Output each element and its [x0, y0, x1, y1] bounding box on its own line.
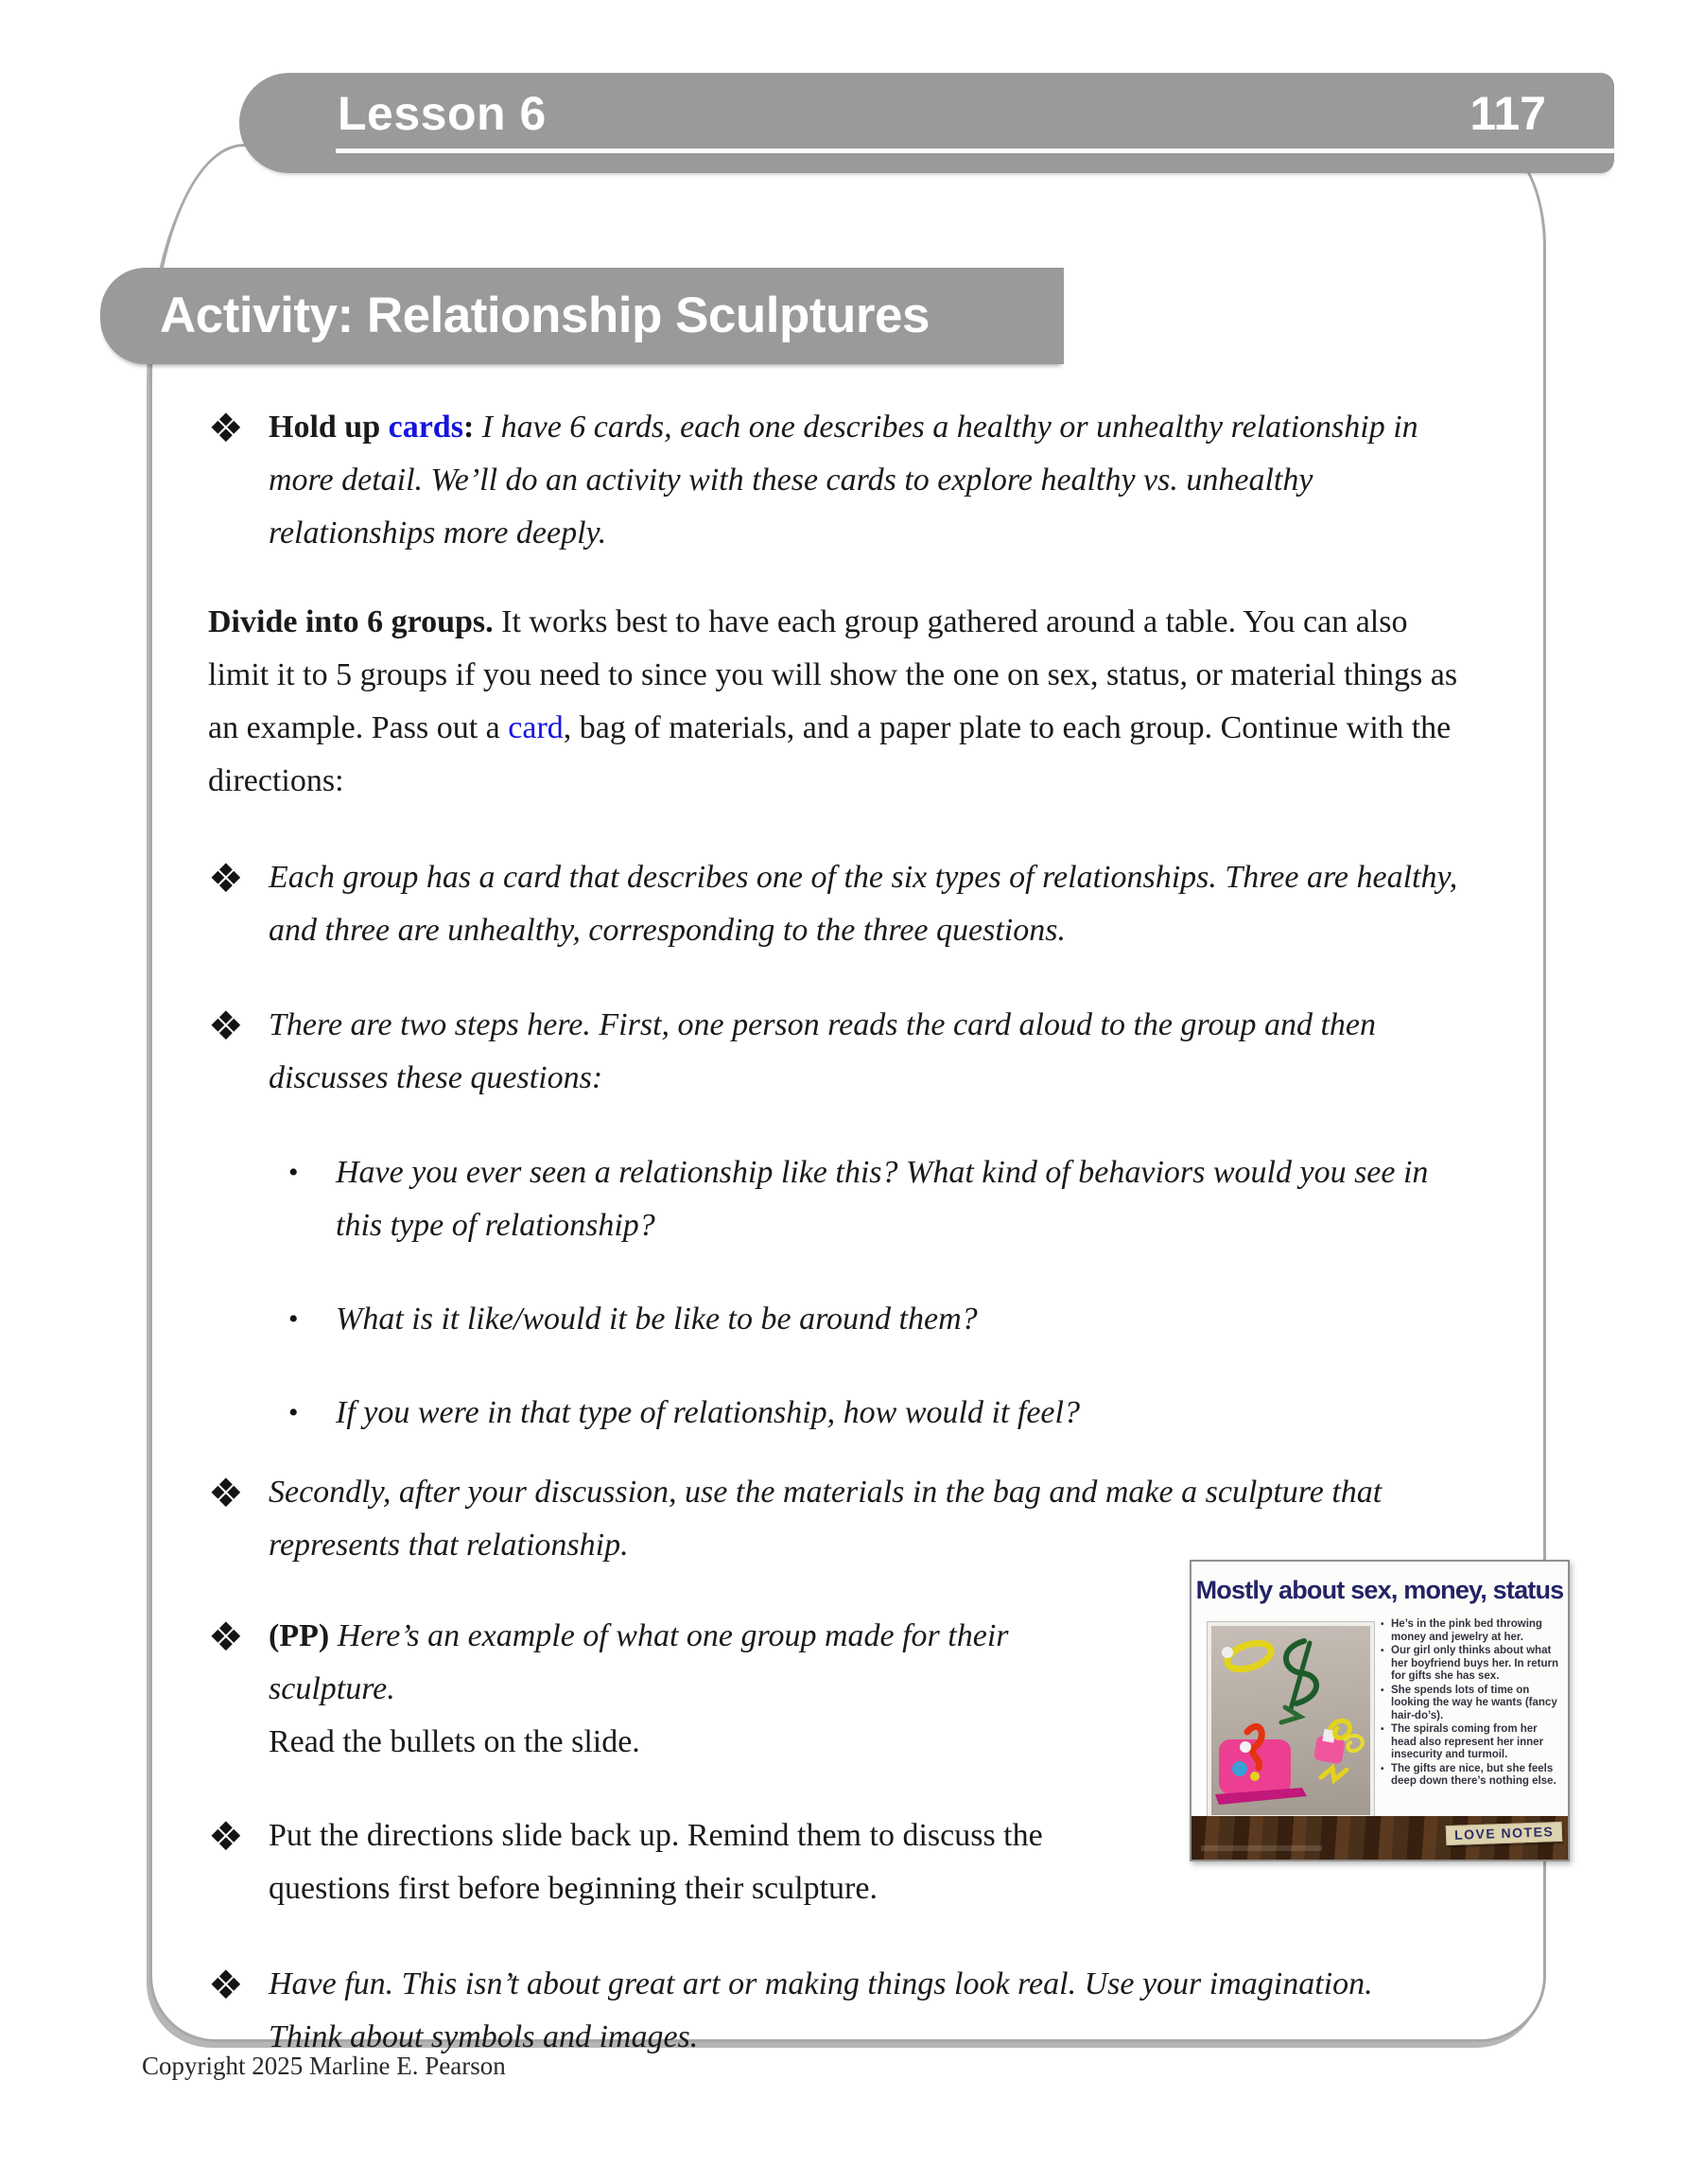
- slide-footer-bar: [1191, 1816, 1568, 1860]
- slide-bullet: [1381, 1645, 1562, 1684]
- dot-bullet-icon: •: [1381, 1646, 1384, 1656]
- divide-body-after: , bag of materials, and a paper plate to each group. Continue with the directions:: [208, 710, 1452, 798]
- pp-script: Here’s an example of what one group made for their sculpture.: [269, 1618, 1009, 1706]
- card-link[interactable]: card: [508, 710, 564, 745]
- hold-up-lead: Hold up: [269, 410, 389, 445]
- slide-bullet-text: She spends lots of time on looking the way he wants (fancy hair-do’s).: [1391, 1684, 1557, 1721]
- dot-bullet-icon: •: [1381, 1763, 1384, 1774]
- bullet-text: Secondly, after your discussion, use the materials in the bag and make a sculpture that represents that relationship.: [269, 1475, 1383, 1563]
- pp-tag: (PP): [269, 1618, 338, 1653]
- bullet-text: [269, 401, 1441, 560]
- slide-bullet-text: He’s in the pink bed throwing money and jewelry at her.: [1391, 1618, 1542, 1643]
- bullet-two-steps: [208, 999, 1485, 1105]
- activity-banner: [100, 268, 1064, 364]
- photo-credit-strip: [1201, 1845, 1322, 1851]
- bullet-hold-up-cards: [208, 401, 1485, 560]
- sculpture-photo: [1208, 1622, 1374, 1819]
- dot-bullet-icon: •: [1381, 1619, 1384, 1630]
- slide-bullet-text: The spirals coming from her head also represent her inner insecurity and turmoil.: [1391, 1723, 1544, 1760]
- diamond-bullet-icon: ❖: [208, 1470, 244, 1516]
- pp-plain: Read the bullets on the slide.: [269, 1724, 640, 1759]
- bullet-each-group: [208, 851, 1485, 957]
- slide-bullet: [1381, 1618, 1562, 1644]
- love-notes-logo: LOVE NOTES: [1445, 1822, 1562, 1845]
- bullet-text: [269, 1610, 1120, 1769]
- dot-bullet-icon: •: [1381, 1724, 1384, 1735]
- slide-bullet: [1381, 1685, 1562, 1723]
- lesson-header-bar: [239, 73, 1614, 173]
- dot-bullet-icon: •: [288, 1397, 299, 1428]
- dot-bullet-icon: •: [288, 1157, 299, 1188]
- slide-bullet: [1381, 1763, 1562, 1789]
- slide-title: Mostly about sex, money, status: [1195, 1576, 1564, 1604]
- cards-link[interactable]: cards: [388, 410, 463, 445]
- diamond-bullet-icon: ❖: [208, 855, 244, 901]
- bullet-secondly: [208, 1466, 1485, 1572]
- page-number: 117: [1470, 87, 1546, 140]
- hold-up-script: I have 6 cards, each one describes a healthy or unhealthy relationship in more detail. We’ll do an activity with these cards to explore healthy vs. unhealthy relationships more deeply.: [269, 410, 1418, 550]
- diamond-bullet-icon: ❖: [208, 1614, 244, 1660]
- slide-bullet-text: The gifts are nice, but she feels deep down there’s nothing else.: [1391, 1762, 1557, 1787]
- hold-up-colon: :: [462, 410, 475, 445]
- bullet-have-fun: [208, 1958, 1485, 2064]
- divide-body-before: It works best to have each group gathered around a table. You can also limit it to 5 groups if you need to since you will show the one on sex, status, or material things as an example. Pass out a: [208, 604, 1458, 745]
- bullet-text: There are two steps here. First, one person reads the card aloud to the group and then discusses these questions:: [269, 1007, 1376, 1095]
- powerpoint-slide-thumbnail: [1190, 1560, 1570, 1861]
- dot-bullet-icon: •: [1381, 1685, 1384, 1696]
- lesson-title: Lesson 6: [338, 87, 547, 140]
- bullet-text: Put the directions slide back up. Remind them to discuss the questions first before beginning their sculpture.: [269, 1818, 1043, 1906]
- diamond-bullet-icon: ❖: [208, 1813, 244, 1860]
- copyright-line: Copyright 2025 Marline E. Pearson: [142, 2052, 506, 2080]
- question-item: [208, 1293, 1485, 1346]
- diamond-bullet-icon: ❖: [208, 405, 244, 451]
- question-text: What is it like/would it be like to be around them?: [336, 1302, 978, 1337]
- slide-bullet: [1381, 1723, 1562, 1762]
- question-text: Have you ever seen a relationship like this? What kind of behaviors would you see in this type of relationship?: [336, 1155, 1429, 1243]
- diamond-bullet-icon: ❖: [208, 1962, 244, 2008]
- activity-title: Activity: Relationship Sculptures: [160, 288, 930, 343]
- diamond-bullet-icon: ❖: [208, 1003, 244, 1049]
- sculpture-illustration: [1211, 1626, 1370, 1815]
- slide-bullet-list: [1381, 1618, 1562, 1790]
- question-item: [208, 1146, 1485, 1252]
- divide-lead: Divide into 6 groups.: [208, 604, 494, 639]
- bullet-text: Each group has a card that describes one of the six types of relationships. Three are healthy, and three are unhealthy, corresponding to the three questions.: [269, 860, 1458, 948]
- question-list: [208, 1146, 1485, 1440]
- dot-bullet-icon: •: [288, 1303, 299, 1335]
- question-item: [208, 1387, 1485, 1440]
- header-underline: [336, 149, 1614, 153]
- bullet-text: Have fun. This isn’t about great art or making things look real. Use your imagination. Think about symbols and images.: [269, 1966, 1373, 2054]
- question-text: If you were in that type of relationship, how would it feel?: [336, 1395, 1080, 1430]
- slide-bullet-text: Our girl only thinks about what her boyfriend buys her. In return for gifts she has sex.: [1391, 1645, 1559, 1682]
- divide-groups-paragraph: [208, 596, 1466, 808]
